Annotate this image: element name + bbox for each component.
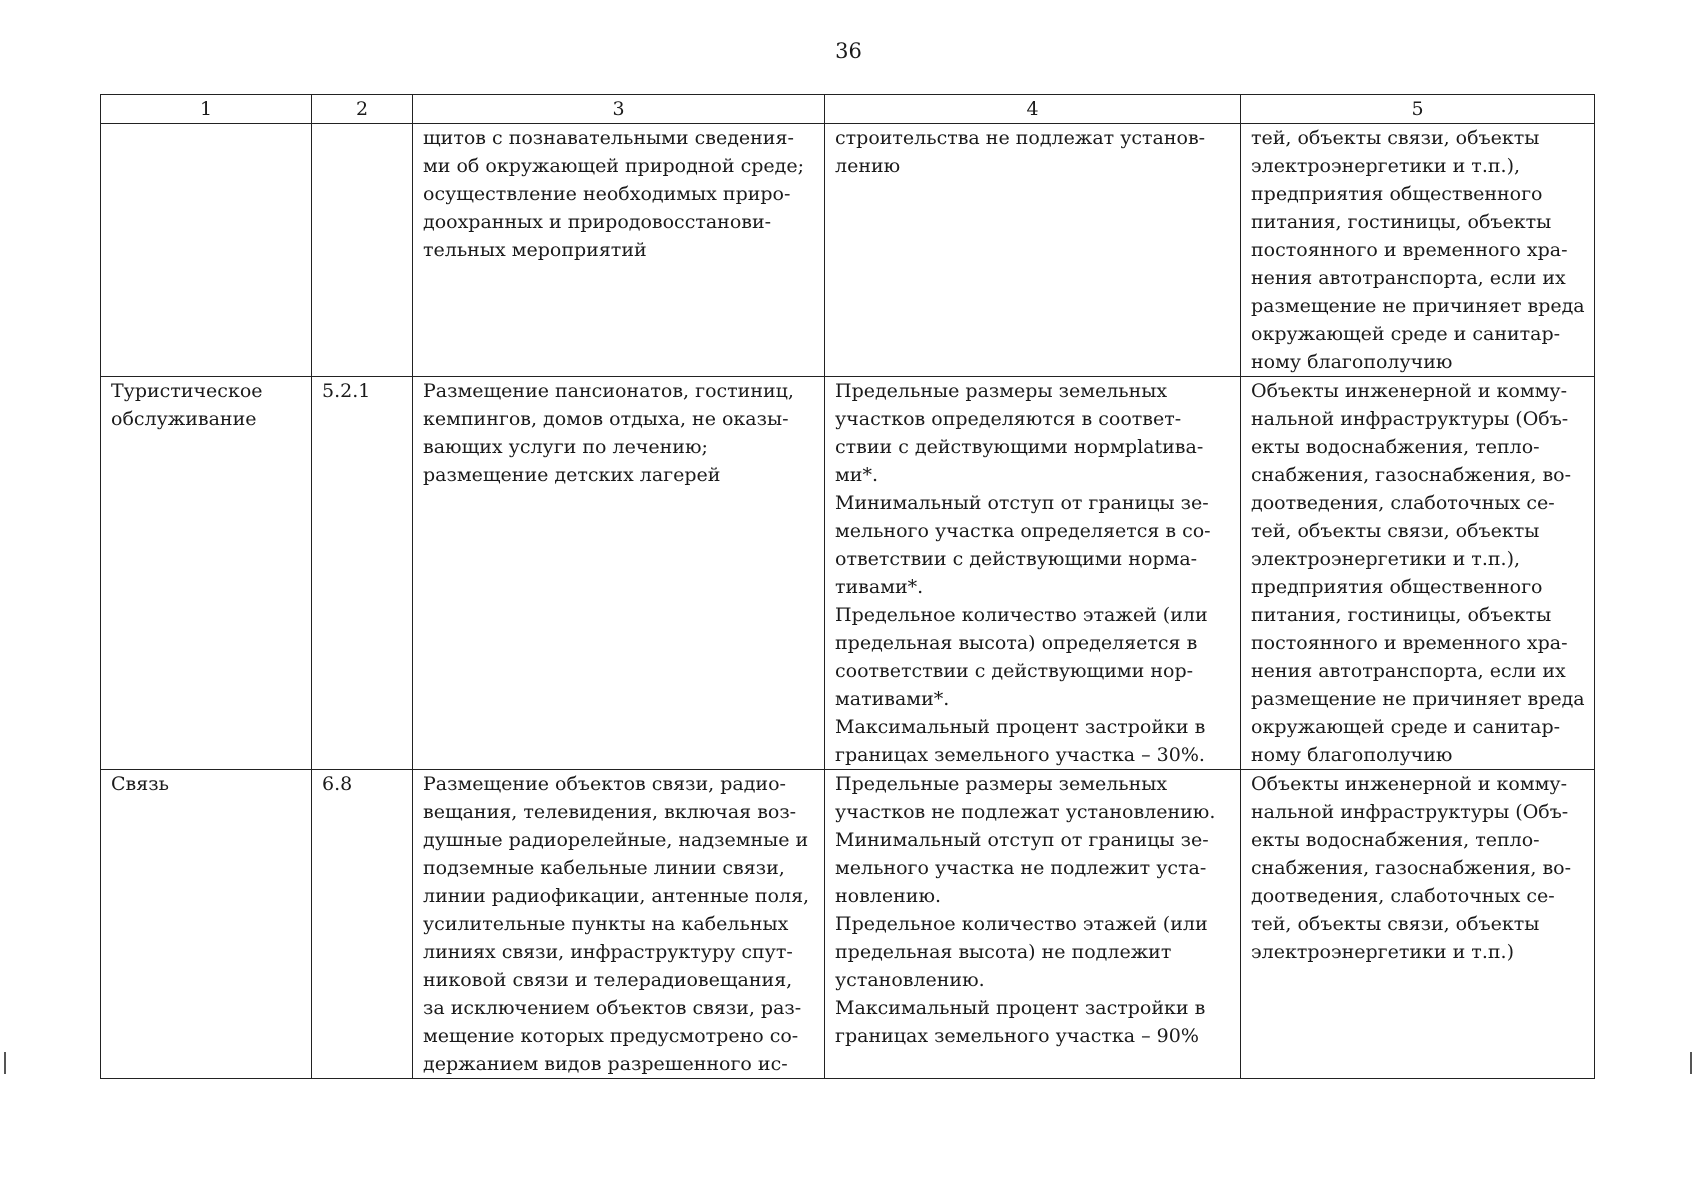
column-header-3: 3 <box>413 95 825 124</box>
cell-description-line: осуществление необходимых приро- <box>423 183 791 205</box>
crop-mark-right <box>1690 1052 1692 1074</box>
cell-land-use-name: Связь <box>101 770 312 1079</box>
column-header-1: 1 <box>101 95 312 124</box>
cell-auxiliary-uses-line: предприятия общественного <box>1251 576 1543 598</box>
cell-parameters-line: предельная высота) определяется в <box>835 632 1198 654</box>
cell-parameters-line: ствии с действующими нормplatива- <box>835 436 1204 458</box>
table-row <box>101 124 1595 377</box>
cell-description-line: душные радиорелейные, надземные и <box>423 829 809 851</box>
cell-auxiliary-uses-line: размещение не причиняет вреда <box>1251 688 1585 710</box>
cell-auxiliary-uses-line: екты водоснабжения, тепло- <box>1251 829 1540 851</box>
cell-description-line: держанием видов разрешенного ис- <box>423 1053 788 1075</box>
cell-auxiliary-uses-line: питания, гостиницы, объекты <box>1251 211 1552 233</box>
cell-description-line: кемпингов, домов отдыха, не оказы- <box>423 408 789 430</box>
cell-description-line: Размещение пансионатов, гостиниц, <box>423 380 794 402</box>
cell-description-line: вающих услуги по лечению; <box>423 436 708 458</box>
cell-parameters-line: мельного участка определяется в со- <box>835 520 1211 542</box>
cell-description <box>413 124 825 377</box>
cell-description-line: размещение детских лагерей <box>423 464 721 486</box>
cell-land-use-code: 6.8 <box>312 770 413 1079</box>
cell-parameters-line: мельного участка не подлежит уста- <box>835 857 1207 879</box>
cell-auxiliary-uses-line: окружающей среде и санитар- <box>1251 323 1561 345</box>
cell-land-use-code <box>312 124 413 377</box>
cell-description-line: доохранных и природовосстанови- <box>423 211 772 233</box>
cell-auxiliary-uses-line: электроэнергетики и т.п.) <box>1251 941 1514 963</box>
cell-description-line: линии радиофикации, антенные поля, <box>423 885 810 907</box>
cell-auxiliary-uses-line: предприятия общественного <box>1251 183 1543 205</box>
cell-description-line: тельных мероприятий <box>423 239 647 261</box>
cell-parameters-line: установлению. <box>835 969 985 991</box>
cell-parameters-line: ответствии с действующими норма- <box>835 548 1198 570</box>
cell-auxiliary-uses <box>1241 770 1595 1079</box>
cell-parameters <box>825 770 1241 1079</box>
cell-parameters-line: Максимальный процент застройки в <box>835 716 1206 738</box>
cell-auxiliary-uses-line: постоянного и временного хра- <box>1251 239 1568 261</box>
land-use-table <box>100 94 1595 1079</box>
cell-description-line: подземные кабельные линии связи, <box>423 857 785 879</box>
cell-parameters-line: Предельные размеры земельных <box>835 773 1168 795</box>
cell-description-line: вещания, телевидения, включая воз- <box>423 801 797 823</box>
cell-auxiliary-uses-line: ному благополучию <box>1251 351 1453 373</box>
cell-auxiliary-uses-line: ному благополучию <box>1251 744 1453 766</box>
cell-parameters-line: тивами*. <box>835 576 924 598</box>
cell-auxiliary-uses-line: окружающей среде и санитар- <box>1251 716 1561 738</box>
cell-auxiliary-uses-line: размещение не причиняет вреда <box>1251 295 1585 317</box>
cell-parameters-line: новлению. <box>835 885 942 907</box>
cell-auxiliary-uses <box>1241 377 1595 770</box>
cell-description-line: за исключением объектов связи, раз- <box>423 997 802 1019</box>
cell-parameters-line: лению <box>835 155 901 177</box>
cell-auxiliary-uses-line: Объекты инженерной и комму- <box>1251 380 1567 402</box>
table-row <box>101 377 1595 770</box>
cell-parameters-line: Минимальный отступ от границы зе- <box>835 829 1209 851</box>
cell-description-line: линиях связи, инфраструктуру спут- <box>423 941 793 963</box>
cell-auxiliary-uses-line: снабжения, газоснабжения, во- <box>1251 857 1572 879</box>
table-row <box>101 770 1595 1079</box>
cell-parameters <box>825 377 1241 770</box>
cell-description-line: ми об окружающей природной среде; <box>423 155 805 177</box>
cell-auxiliary-uses-line: доотведения, слаботочных се- <box>1251 492 1555 514</box>
cell-parameters <box>825 124 1241 377</box>
table-header-row <box>101 95 1595 124</box>
cell-parameters-line: мативами*. <box>835 688 950 710</box>
cell-auxiliary-uses-line: екты водоснабжения, тепло- <box>1251 436 1540 458</box>
cell-auxiliary-uses-line: нения автотранспорта, если их <box>1251 267 1566 289</box>
cell-parameters-line: Минимальный отступ от границы зе- <box>835 492 1209 514</box>
cell-description <box>413 770 825 1079</box>
cell-parameters-line: границах земельного участка – 90% <box>835 1025 1199 1047</box>
cell-auxiliary-uses-line: Объекты инженерной и комму- <box>1251 773 1567 795</box>
column-header-5: 5 <box>1241 95 1595 124</box>
cell-parameters-line: строительства не подлежат установ- <box>835 127 1206 149</box>
cell-auxiliary-uses-line: тей, объекты связи, объекты <box>1251 913 1540 935</box>
cell-parameters-line: участков не подлежат установлению. <box>835 801 1216 823</box>
cell-description-line: Размещение объектов связи, радио- <box>423 773 786 795</box>
cell-auxiliary-uses-line: снабжения, газоснабжения, во- <box>1251 464 1572 486</box>
page-number: 36 <box>835 39 862 63</box>
cell-parameters-line: Максимальный процент застройки в <box>835 997 1206 1019</box>
cell-land-use-name: Туристическое обслуживание <box>101 377 312 770</box>
cell-parameters-line: предельная высота) не подлежит <box>835 941 1172 963</box>
cell-description <box>413 377 825 770</box>
cell-auxiliary-uses-line: доотведения, слаботочных се- <box>1251 885 1555 907</box>
cell-auxiliary-uses-line: электроэнергетики и т.п.), <box>1251 155 1521 177</box>
cell-description-line: мещение которых предусмотрено со- <box>423 1025 799 1047</box>
cell-auxiliary-uses-line: нения автотранспорта, если их <box>1251 660 1566 682</box>
cell-description-line: усилительные пункты на кабельных <box>423 913 789 935</box>
cell-parameters-line: участков определяются в соответ- <box>835 408 1182 430</box>
cell-description-line: щитов с познавательными сведения- <box>423 127 794 149</box>
cell-land-use-code: 5.2.1 <box>312 377 413 770</box>
cell-parameters-line: Предельные размеры земельных <box>835 380 1168 402</box>
crop-mark-left <box>4 1052 6 1074</box>
cell-auxiliary-uses-line: электроэнергетики и т.п.), <box>1251 548 1521 570</box>
cell-auxiliary-uses-line: тей, объекты связи, объекты <box>1251 127 1540 149</box>
cell-auxiliary-uses-line: нальной инфраструктуры (Объ- <box>1251 801 1569 823</box>
table-body <box>101 124 1595 1079</box>
cell-parameters-line: ми*. <box>835 464 878 486</box>
cell-description-line: никовой связи и телерадиовещания, <box>423 969 793 991</box>
cell-auxiliary-uses-line: питания, гостиницы, объекты <box>1251 604 1552 626</box>
cell-land-use-name <box>101 124 312 377</box>
column-header-2: 2 <box>312 95 413 124</box>
cell-auxiliary-uses <box>1241 124 1595 377</box>
cell-parameters-line: Предельное количество этажей (или <box>835 913 1208 935</box>
cell-auxiliary-uses-line: нальной инфраструктуры (Объ- <box>1251 408 1569 430</box>
column-header-4: 4 <box>825 95 1241 124</box>
cell-parameters-line: соответствии с действующими нор- <box>835 660 1194 682</box>
cell-parameters-line: Предельное количество этажей (или <box>835 604 1208 626</box>
cell-auxiliary-uses-line: постоянного и временного хра- <box>1251 632 1568 654</box>
cell-parameters-line: границах земельного участка – 30%. <box>835 744 1205 766</box>
cell-auxiliary-uses-line: тей, объекты связи, объекты <box>1251 520 1540 542</box>
